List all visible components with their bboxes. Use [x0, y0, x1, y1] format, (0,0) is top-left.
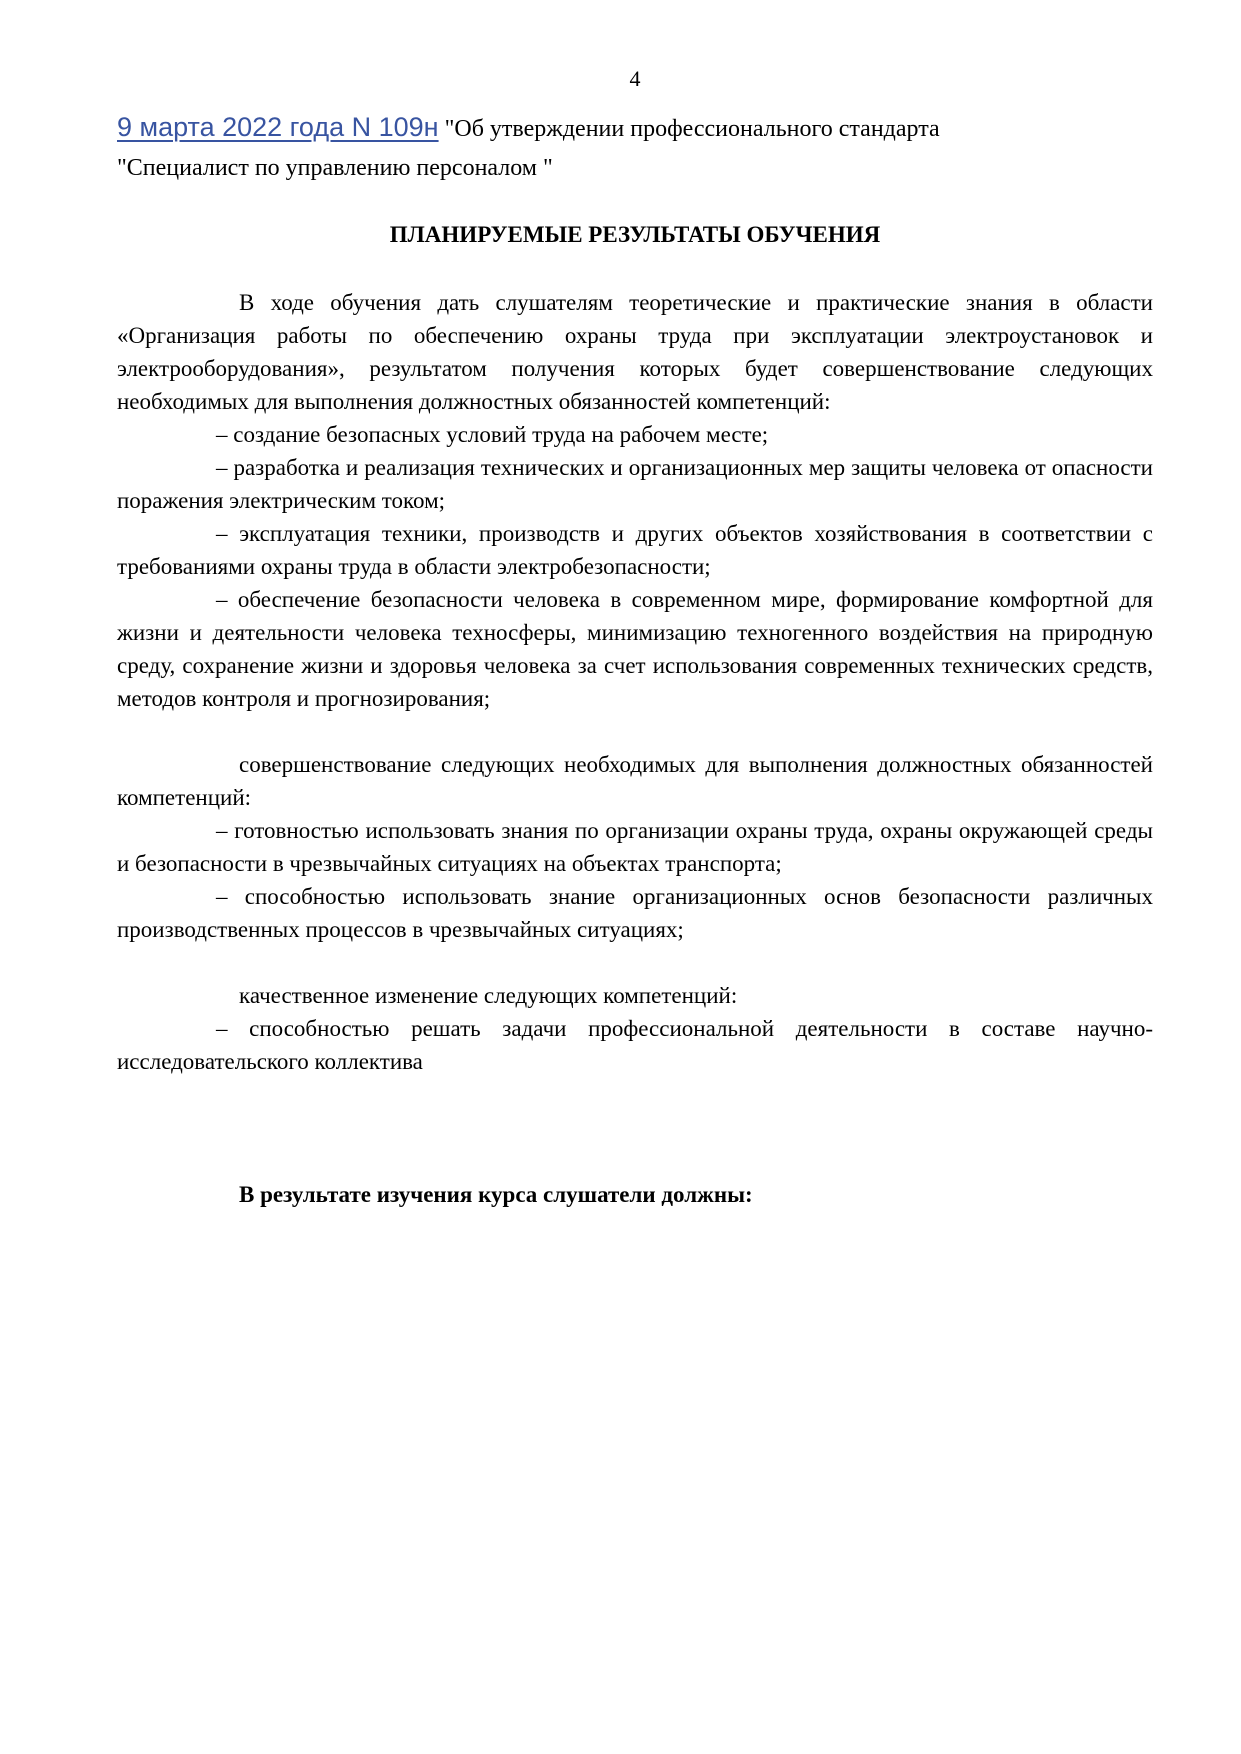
competencies-paragraph: совершенствование следующих необходимых для выполнения должностных обязанностей компетенций:: [117, 752, 1153, 810]
list2-item-1: – готовностью использовать знания по организации охраны труда, охраны окружающей среды и безопасности в чрезвычайных ситуациях на объектах транспорта;: [117, 818, 1153, 876]
quality-change-paragraph: качественное изменение следующих компетенций:: [239, 983, 738, 1008]
list1-item-1: – создание безопасных условий труда на рабочем месте;: [216, 422, 769, 447]
intro-paragraph: В ходе обучения дать слушателям теоретические и практические знания в области «Организация работы по обеспечению охраны труда при эксплуатации электроустановок и электрооборудования», результатом получения которых будет совершенствование следующих необходимых для выполнения должностных обязанностей компетенций:: [117, 290, 1153, 414]
page-number: 4: [629, 66, 641, 91]
list1-item-4: – обеспечение безопасности человека в современном мире, формирование комфортной для жизни и деятельности человека техносферы, минимизацию техногенного воздействия на природную среду, сохранение жизни и здоровья человека за счет использования современных технических средств, методов контроля и прогнозирования;: [117, 587, 1153, 711]
list3-item-1: – способностью решать задачи профессиональной деятельности в составе научно- исследовательского коллектива: [117, 1016, 1153, 1074]
section-title: ПЛАНИРУЕМЫЕ РЕЗУЛЬТАТЫ ОБУЧЕНИЯ: [389, 222, 881, 247]
header-text-after-link: "Об утверждении профессионального стандарта: [438, 116, 940, 142]
closing-bold-line: В результате изучения курса слушатели должны:: [239, 1182, 753, 1207]
list2-item-2: – способностью использовать знание организационных основ безопасности различных производственных процессов в чрезвычайных ситуациях;: [117, 884, 1153, 942]
header-text-line2: "Специалист по управлению персоналом ": [117, 155, 553, 181]
header-paragraph: [117, 108, 1153, 188]
list1-item-2: – разработка и реализация технических и организационных мер защиты человека от опасности поражения электрическим током;: [117, 455, 1153, 513]
document-date-link[interactable]: 9 марта 2022 года N 109н: [117, 112, 439, 142]
list1-item-3: – эксплуатация техники, производств и других объектов хозяйствования в соответствии с требованиями охраны труда в области электробезопасности;: [117, 521, 1153, 579]
